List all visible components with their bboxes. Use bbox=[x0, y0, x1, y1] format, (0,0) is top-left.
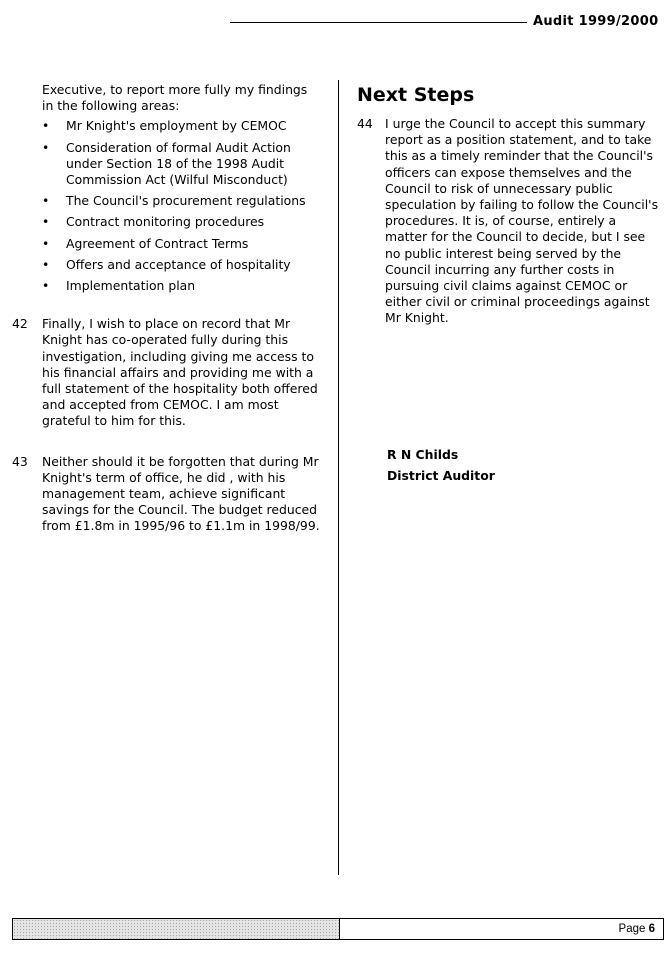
paragraph-text: Finally, I wish to place on record that Mr Knight has co-operated fully during this investigation, including giving me access to his financial affairs and providing me with a full statement of the hospitality both offered and accepted from CEMOC. I am most grateful to him for this. bbox=[42, 316, 318, 429]
paragraph-text: Neither should it be forgotten that during Mr Knight's term of office, he did , with his management team, achieve significant savings for the Council. The budget reduced from £1.8m in 1995/96 to £1.1m in 1998/99. bbox=[42, 453, 320, 534]
page-number bbox=[619, 922, 655, 936]
list-item bbox=[42, 140, 322, 189]
bullet-icon: • bbox=[42, 214, 50, 230]
header-rule bbox=[230, 22, 527, 23]
list-item-text: The Council's procurement regulations bbox=[66, 193, 306, 209]
signatory-role: District Auditor bbox=[387, 468, 495, 483]
bullet-icon: • bbox=[42, 139, 50, 155]
footer-pattern bbox=[13, 919, 340, 939]
paragraph-43 bbox=[12, 454, 322, 535]
list-item bbox=[42, 278, 322, 294]
page-footer bbox=[12, 918, 664, 940]
signatory-name: R N Childs bbox=[387, 447, 459, 462]
page-header-title: Audit 1999/2000 bbox=[533, 14, 659, 29]
list-item-text: Agreement of Contract Terms bbox=[66, 235, 249, 251]
list-item bbox=[42, 214, 322, 230]
list-item-text: Offers and acceptance of hospitality bbox=[66, 256, 291, 272]
bullet-icon: • bbox=[42, 278, 50, 294]
paragraph-number: 44 bbox=[357, 116, 373, 131]
right-column bbox=[357, 84, 662, 327]
list-item-text: Implementation plan bbox=[66, 278, 196, 294]
page-number-value: 6 bbox=[648, 923, 655, 935]
list-item bbox=[42, 118, 322, 134]
list-item-text: Mr Knight's employment by CEMOC bbox=[66, 118, 287, 134]
list-item bbox=[42, 193, 322, 209]
bullet-icon: • bbox=[42, 256, 50, 272]
list-item-text: Contract monitoring procedures bbox=[66, 214, 265, 230]
section-heading: Next Steps bbox=[357, 84, 475, 106]
paragraph-44 bbox=[357, 116, 662, 327]
column-divider bbox=[338, 80, 339, 875]
list-item-text: Consideration of formal Audit Action under Section 18 of the 1998 Audit Commission Act (Wilful Misconduct) bbox=[66, 139, 291, 188]
signature-block bbox=[387, 444, 495, 486]
bullet-icon: • bbox=[42, 235, 50, 251]
paragraph-number: 42 bbox=[12, 316, 28, 332]
bullet-icon: • bbox=[42, 118, 50, 134]
page-label: Page bbox=[618, 923, 646, 935]
findings-list bbox=[12, 118, 322, 294]
list-item bbox=[42, 257, 322, 273]
list-item bbox=[42, 236, 322, 252]
bullet-icon: • bbox=[42, 193, 50, 209]
paragraph-number: 43 bbox=[12, 453, 28, 469]
paragraph-text: I urge the Council to accept this summary report as a position statement, and to take this as a timely reminder that the Council's officers can expose themselves and the Council to risk of unnecessary public speculation by failing to follow the Council's procedures. It is, of course, entirely a matter for the Council to decide, but I see no public interest being served by the Council incurring any further costs in pursuing civil claims against CEMOC or either civil or criminal proceedings against Mr Knight. bbox=[385, 116, 659, 326]
left-column bbox=[12, 82, 322, 535]
lead-text: Executive, to report more fully my findings in the following areas: bbox=[42, 82, 308, 114]
paragraph-42 bbox=[12, 316, 322, 429]
